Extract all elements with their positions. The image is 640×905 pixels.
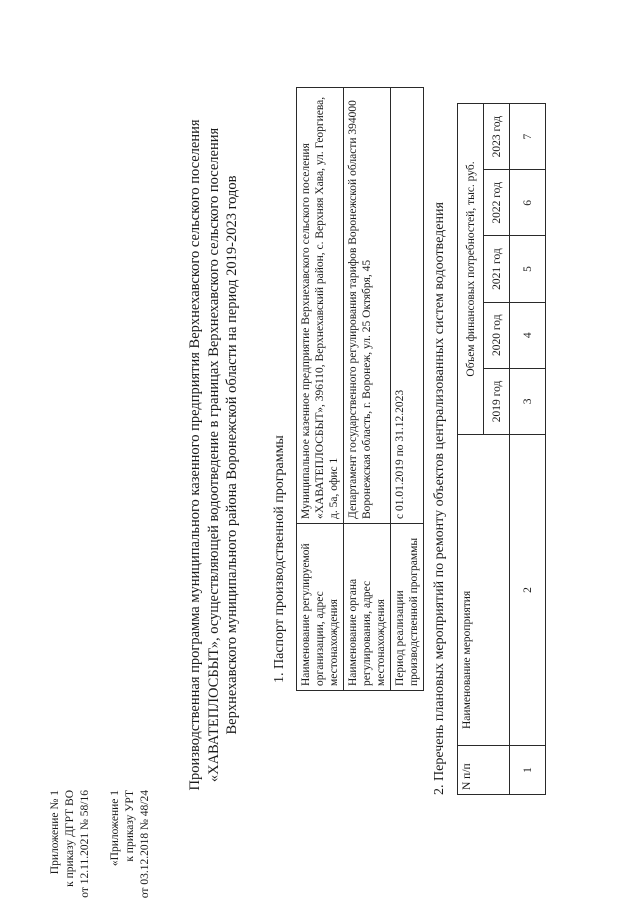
year-header: 2020 год bbox=[484, 302, 510, 368]
document-title bbox=[186, 95, 242, 815]
measures-table bbox=[457, 103, 546, 795]
table-row bbox=[510, 104, 546, 795]
appendix-current-line: Приложение № 1 bbox=[49, 790, 61, 875]
appendix-current-line: к приказу ДГРТ ВО bbox=[64, 790, 76, 887]
passport-value: Департамент государственного регулирования тарифов Воронежской области 394000 Воронежская область, г. Воронеж, ул. 25 Октября, 45 bbox=[344, 88, 391, 524]
passport-value: с 01.01.2019 по 31.12.2023 bbox=[391, 88, 424, 524]
appendix-current-line: от 12.11.2021 № 58/16 bbox=[79, 790, 91, 898]
index-cell: 5 bbox=[510, 236, 546, 302]
table-row bbox=[297, 88, 344, 691]
appendix-original-line: «Приложение 1 bbox=[109, 790, 121, 867]
passport-table bbox=[296, 87, 424, 691]
appendix-original-line: к приказу УРТ bbox=[124, 790, 136, 862]
section-1-title: 1. Паспорт производственной программы bbox=[272, 435, 287, 683]
index-cell: 2 bbox=[510, 435, 546, 746]
passport-value: Муниципальное казенное предприятие Верхнехавского сельского поселения «ХАВАТЕПЛОСБЫТ», 396110, Верхнехавский район, с. Верхняя Хава, ул. Георгиева, д. 5а, офис 1 bbox=[297, 88, 344, 524]
passport-label: Период реализации производственной программы bbox=[391, 524, 424, 691]
table-header-row bbox=[458, 104, 484, 795]
appendix-current bbox=[48, 790, 93, 898]
index-cell: 1 bbox=[510, 746, 546, 795]
title-line: «ХАВАТЕПЛОСБЫТ», осуществляющей водоотведение в границах Верхнехавского сельского поселения bbox=[205, 127, 222, 783]
appendix-original bbox=[108, 790, 153, 898]
year-header: 2023 год bbox=[484, 104, 510, 170]
index-cell: 6 bbox=[510, 170, 546, 236]
index-cell: 4 bbox=[510, 302, 546, 368]
passport-label: Наименование регулируемой организации, адрес местонахождения bbox=[297, 524, 344, 691]
appendix-original-line: от 03.12.2018 № 48/24 bbox=[139, 790, 151, 899]
index-cell: 7 bbox=[510, 104, 546, 170]
col-fin-header: Объем финансовых потребностей, тыс. руб. bbox=[458, 104, 484, 435]
year-header: 2019 год bbox=[484, 368, 510, 434]
year-header: 2021 год bbox=[484, 236, 510, 302]
index-cell: 3 bbox=[510, 368, 546, 434]
table-row bbox=[391, 88, 424, 691]
year-header: 2022 год bbox=[484, 170, 510, 236]
title-line: Верхнехавского муниципального района Воронежской области на период 2019-2023 годов bbox=[224, 175, 240, 735]
section-2-title: 2. Перечень плановых мероприятий по ремонту объектов централизованных систем водоотведения bbox=[432, 202, 447, 795]
title-line: Производственная программа муниципального казенного предприятия Верхнехавского сельского поселения bbox=[187, 119, 203, 791]
passport-label: Наименование органа регулирования, адрес местонахождения bbox=[344, 524, 391, 691]
col-name-header: Наименование мероприятия bbox=[458, 435, 510, 746]
col-num-header: N п/п bbox=[458, 746, 510, 795]
table-row bbox=[344, 88, 391, 691]
